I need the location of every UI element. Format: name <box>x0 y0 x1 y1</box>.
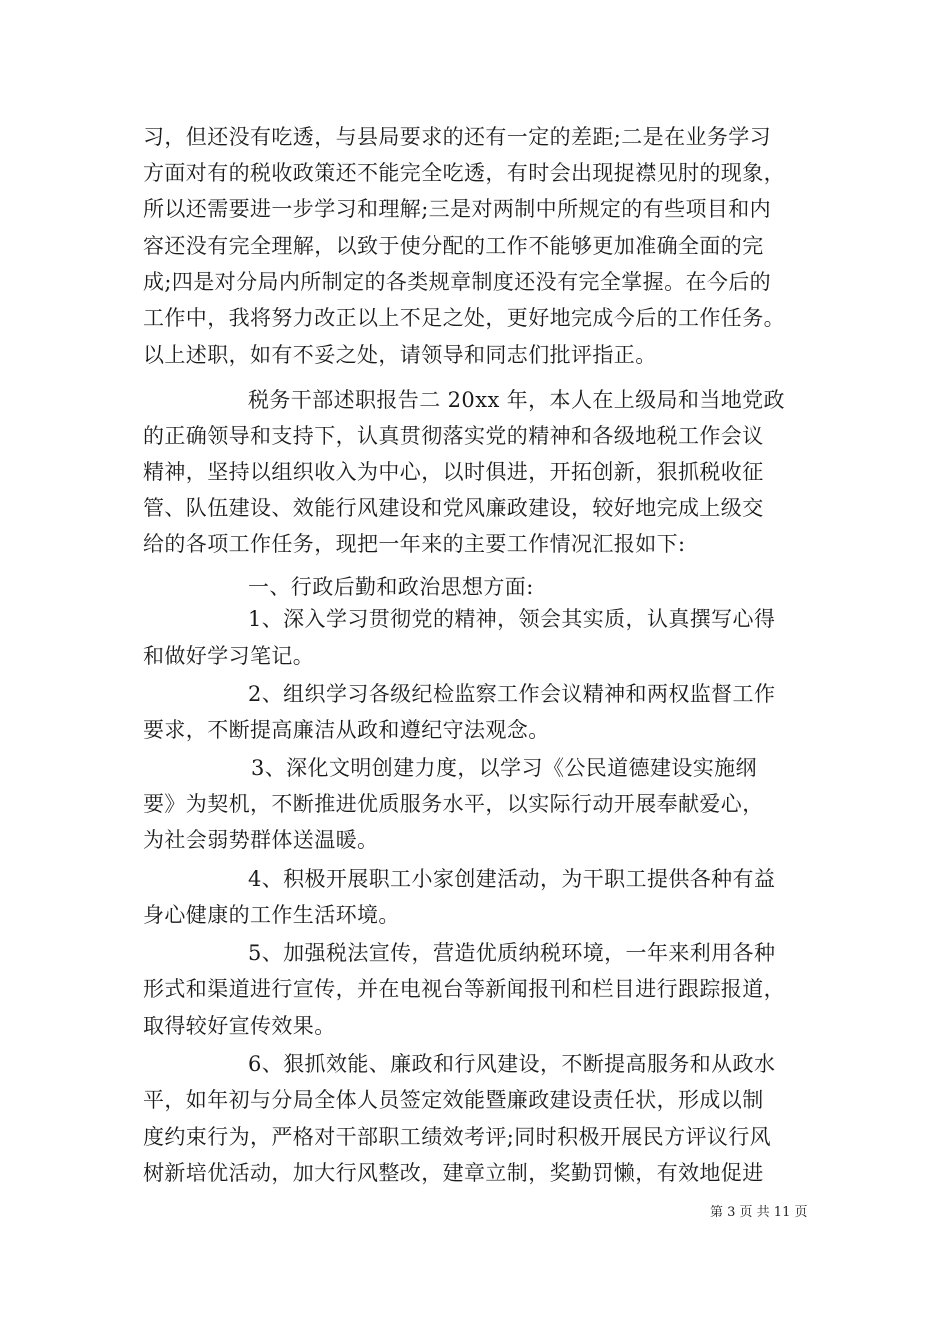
text-line: 给的各项工作任务，现把一年来的主要工作情况汇报如下: <box>143 532 686 556</box>
text-line: 成;四是对分局内所制定的各类规章制度还没有完全掌握。在今后的 <box>143 270 772 294</box>
text-line: 要》为契机，不断推进优质服务水平，以实际行动开展奉献爱心， <box>143 792 764 816</box>
text-line: 身心健康的工作生活环境。 <box>143 903 400 927</box>
text-line: 为社会弱势群体送温暖。 <box>143 828 379 852</box>
text-line: 方面对有的税收政策还不能完全吃透，有时会出现捉襟见肘的现象， <box>143 161 785 185</box>
list-item-line: 2、组织学习各级纪检监察工作会议精神和两权监督工作 <box>248 682 776 706</box>
text-line: 容还没有完全理解，以致于使分配的工作不能够更加准确全面的完 <box>143 234 764 258</box>
text-line: 习，但还没有吃透，与县局要求的还有一定的差距;二是在业务学习 <box>143 125 772 149</box>
text-line: 树新培优活动，加大行风整改，建章立制，奖勤罚懒，有效地促进 <box>143 1161 764 1185</box>
text-line: 工作中，我将努力改正以上不足之处，更好地完成今后的工作任务。 <box>143 306 785 330</box>
list-item-line: 3、深化文明创建力度，以学习《公民道德建设实施纲 <box>251 756 757 780</box>
subsection-heading-line: 一、行政后勤和政治思想方面: <box>248 575 534 599</box>
page-number-footer: 第 3 页 共 11 页 <box>710 1205 808 1220</box>
list-item-line: 5、加强税法宣传，营造优质纳税环境，一年来利用各种 <box>248 941 776 965</box>
text-line: 以上述职，如有不妥之处，请领导和同志们批评指正。 <box>143 343 657 367</box>
list-item-line: 1、深入学习贯彻党的精神，领会其实质，认真撰写心得 <box>248 607 776 631</box>
text-line: 管、队伍建设、效能行风建设和党风廉政建设，较好地完成上级交 <box>143 496 764 520</box>
text-line: 度约束行为，严格对干部职工绩效考评;同时积极开展民方评议行风 <box>143 1125 772 1149</box>
list-item-line: 6、狠抓效能、廉政和行风建设，不断提高服务和从政水 <box>248 1052 776 1076</box>
list-item-line: 4、积极开展职工小家创建活动，为干职工提供各种有益 <box>248 867 776 891</box>
text-line: 精神，坚持以组织收入为中心，以时俱进，开拓创新，狠抓税收征 <box>143 460 764 484</box>
text-line: 和做好学习笔记。 <box>143 644 315 668</box>
text-line: 平，如年初与分局全体人员签定效能暨廉政建设责任状，形成以制 <box>143 1088 764 1112</box>
text-line: 要求，不断提高廉洁从政和遵纪守法观念。 <box>143 718 550 742</box>
text-line: 的正确领导和支持下，认真贯彻落实党的精神和各级地税工作会议 <box>143 424 764 448</box>
text-line: 取得较好宣传效果。 <box>143 1014 336 1038</box>
text-line: 所以还需要进一步学习和理解;三是对两制中所规定的有些项目和内 <box>143 197 772 221</box>
section-heading-line: 税务干部述职报告二 20xx 年，本人在上级局和当地党政 <box>248 388 785 412</box>
text-line: 形式和渠道进行宣传，并在电视台等新闻报刊和栏目进行跟踪报道， <box>143 977 785 1001</box>
